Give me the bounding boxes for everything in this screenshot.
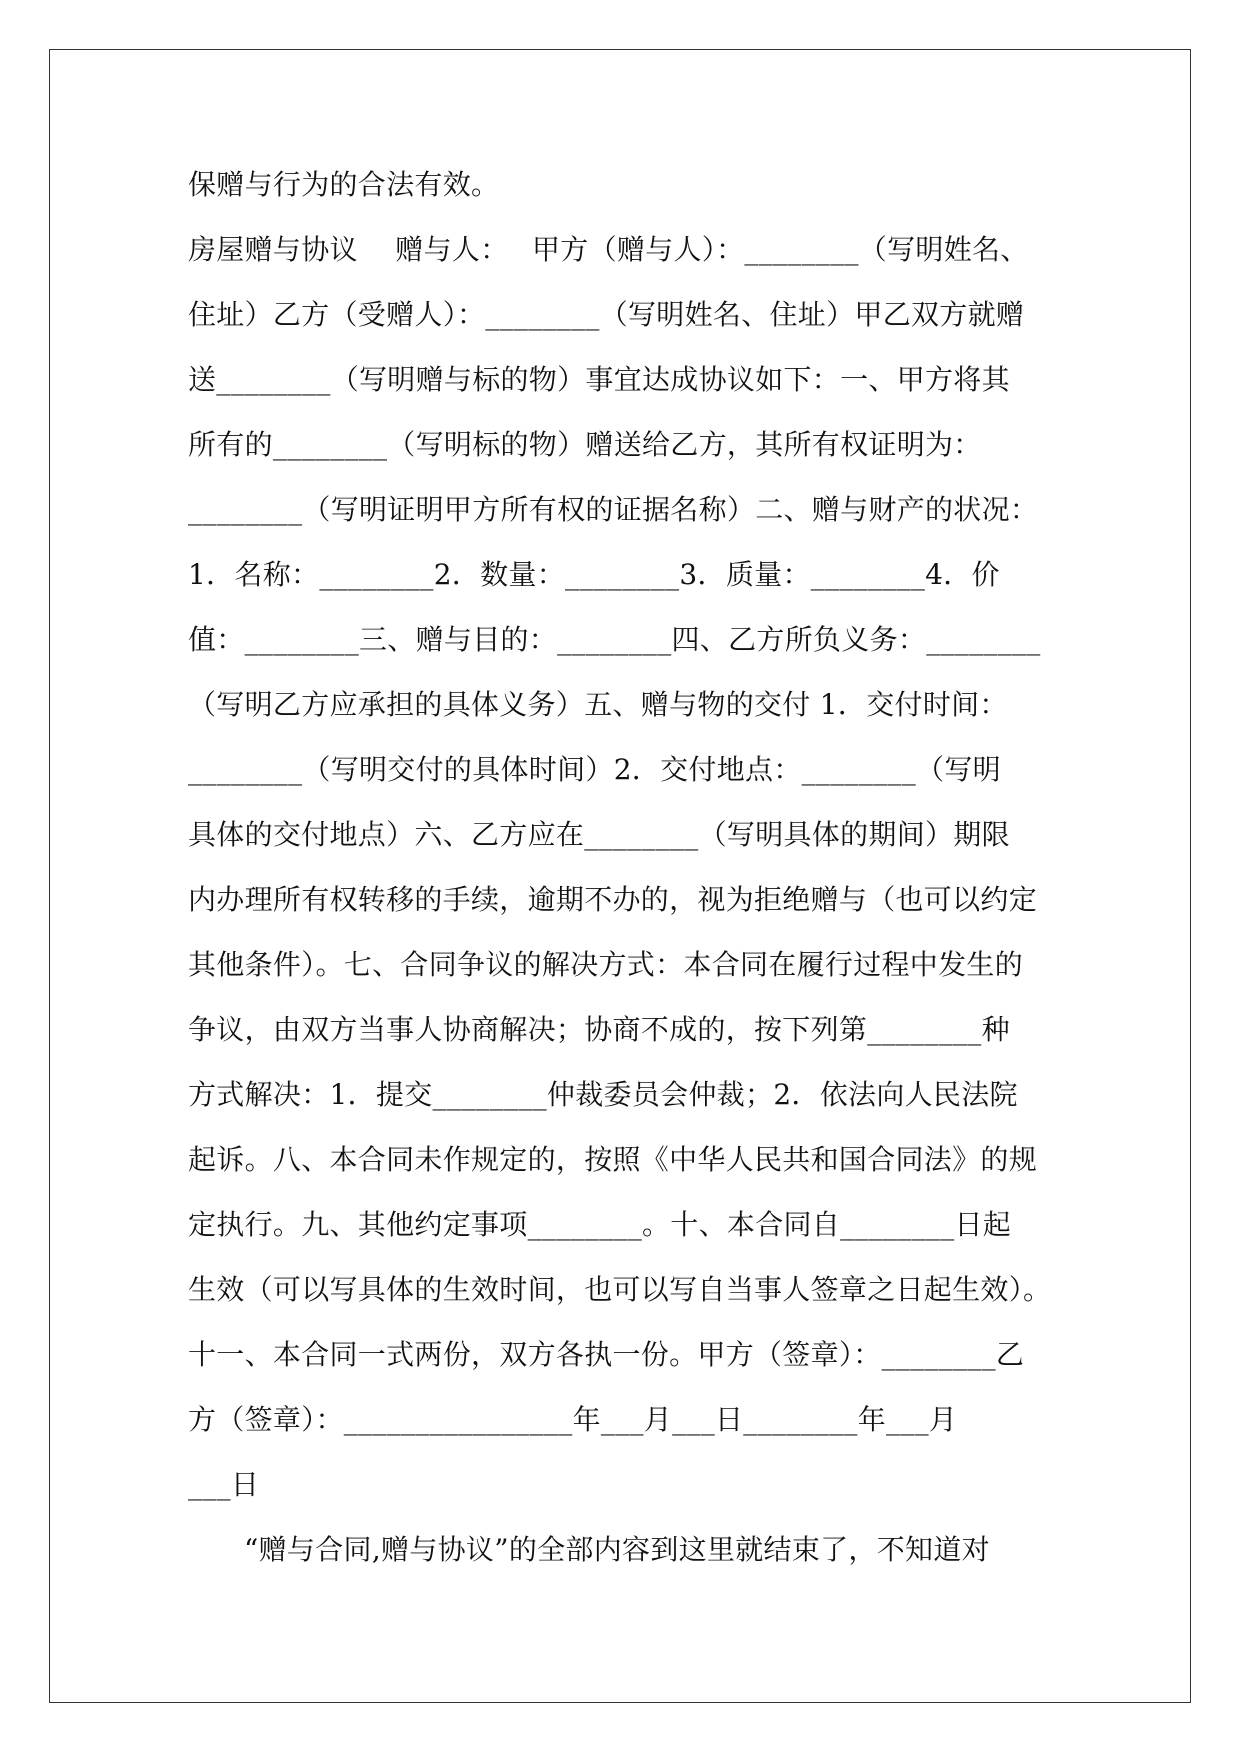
text-line: 十一、本合同一式两份，双方各执一份。甲方（签章）：________乙 [188,1338,1025,1371]
text-line: 生效（可以写具体的生效时间，也可以写自当事人签章之日起生效）。 [188,1273,1052,1306]
text-line: ________（写明证明甲方所有权的证据名称）二、赠与财产的状况： [188,493,1039,526]
closing-paragraph: “赠与合同,赠与协议”的全部内容到这里就结束了，不知道对 [244,1533,990,1566]
text-line: 定执行。九、其他约定事项________。十、本合同自________日起 [188,1208,1012,1241]
text-line: 1．名称：________2．数量：________3．质量：________4．价 [188,558,1000,591]
text-line: 房屋赠与协议 赠与人： 甲方（赠与人）：________（写明姓名、 [188,233,1029,266]
text-line: 其他条件）。七、合同争议的解决方式：本合同在履行过程中发生的 [188,948,1024,981]
text-line: 争议，由双方当事人协商解决；协商不成的，按下列第________种 [188,1013,1010,1046]
text-line: 送________（写明赠与标的物）事宜达成协议如下：一、甲方将其 [188,363,1010,396]
text-line: 住址）乙方（受赠人）：________（写明姓名、住址）甲乙双方就赠 [188,298,1025,331]
text-line: （写明乙方应承担的具体义务）五、赠与物的交付 1．交付时间： [188,688,1008,721]
text-line: 方（签章）：________________年___月___日________年___月 [188,1403,958,1436]
text-line: 具体的交付地点）六、乙方应在________（写明具体的期间）期限 [188,818,1010,851]
text-line: 起诉。八、本合同未作规定的，按照《中华人民共和国合同法》的规 [188,1143,1038,1176]
document-body [188,152,1058,1582]
text-line: 所有的________（写明标的物）赠送给乙方，其所有权证明为： [188,428,982,461]
text-line: ________（写明交付的具体时间）2．交付地点：________（写明 [188,753,1001,786]
text-line: 保赠与行为的合法有效。 [188,168,500,201]
text-line: 方式解决：1．提交________仲裁委员会仲裁；2．依法向人民法院 [188,1078,1018,1111]
text-line: 内办理所有权转移的手续，逾期不办的，视为拒绝赠与（也可以约定 [188,883,1038,916]
text-line: ___日 [188,1468,260,1501]
text-line: 值：________三、赠与目的：________四、乙方所负义务：________ [188,623,1041,656]
